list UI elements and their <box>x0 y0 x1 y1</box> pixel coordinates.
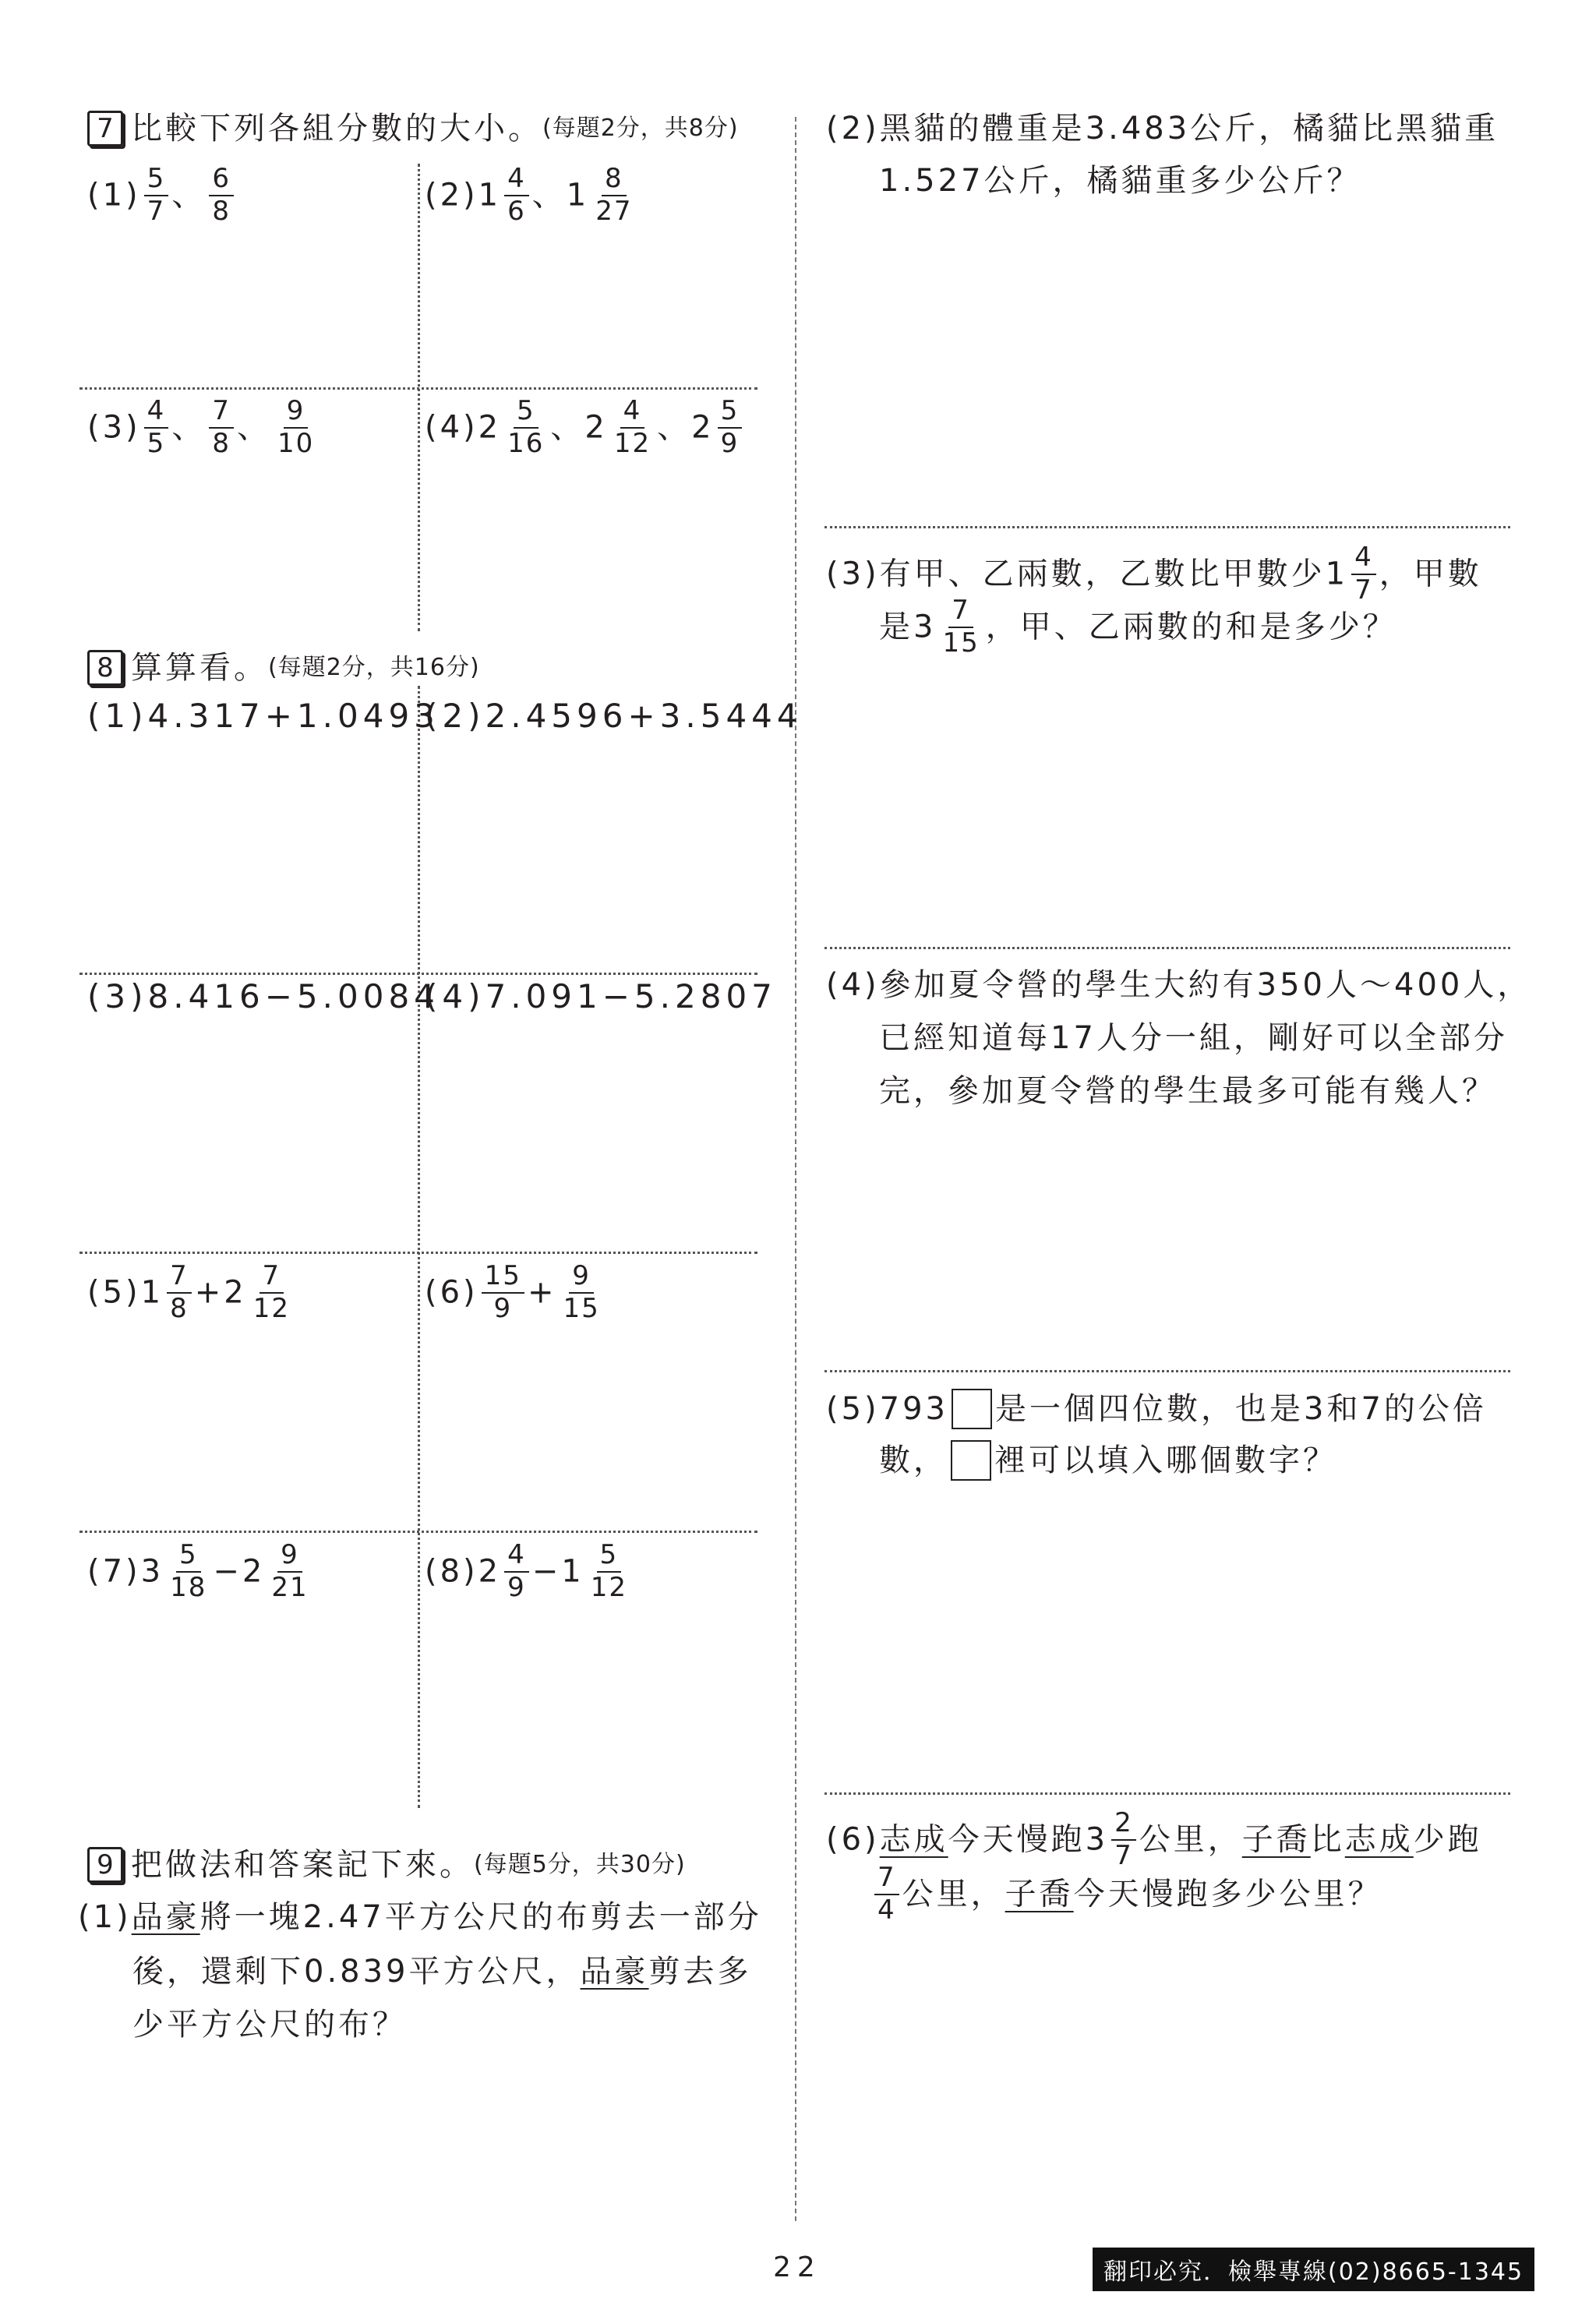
right-divider-4 <box>824 1792 1510 1795</box>
right-divider-2 <box>824 947 1510 949</box>
section8-row-divider-3 <box>79 1531 757 1533</box>
s9-q5-line2: 數， 裡可以填入哪個數字？ <box>879 1440 1337 1481</box>
section8-note: (每題2分，共16分) <box>268 654 480 681</box>
fraction: $\frac{4}{9}$ <box>504 1541 529 1601</box>
section8-number-badge: 8 <box>87 650 123 686</box>
s9-q1-line2: 後，還剩下0.839平方公尺，品豪剪去多 <box>132 1954 752 1990</box>
fraction: $\frac{4}{7}$ <box>1351 544 1376 604</box>
s7-question-4: (4)2 $\frac{5}{16}$ 、2 $\frac{4}{12}$ 、2 $\frac{5}{9}$ <box>425 397 745 457</box>
answer-box <box>952 1389 992 1429</box>
section8-row-divider-1 <box>79 973 757 975</box>
s9-q4-line1: (4)參加夏令營的學生大約有350人～400人， <box>826 967 1532 1003</box>
s9-q6-line1: (6)志成今天慢跑3 $\frac{2}{7}$ 公里，子喬比志成少跑 <box>826 1807 1482 1871</box>
fraction: $\frac{7}{12}$ <box>252 1260 290 1324</box>
fraction: $\frac{6}{8}$ <box>209 165 234 225</box>
fraction: $\frac{4}{5}$ <box>144 397 169 457</box>
fraction: $\frac{15}{9}$ <box>482 1262 524 1322</box>
fraction: $\frac{9}{15}$ <box>563 1260 600 1324</box>
s9-q1-line1: (1)品豪將一塊2.47平方公尺的布剪去一部分 <box>78 1899 762 1935</box>
name-underline: 品豪 <box>580 1954 649 1990</box>
section7-number-badge: 7 <box>87 111 123 147</box>
fraction: $\frac{5}{9}$ <box>718 397 743 457</box>
section8-header <box>87 650 480 686</box>
section9-note: (每題5分，共30分) <box>474 1851 686 1878</box>
fraction: $\frac{7}{8}$ <box>209 397 234 457</box>
s9-q1-line3: 少平方公尺的布？ <box>132 2007 407 2043</box>
section9-header <box>87 1847 686 1883</box>
name-underline: 品豪 <box>131 1899 200 1935</box>
section7-vertical-divider <box>418 164 420 631</box>
fraction: $\frac{4}{12}$ <box>613 395 651 459</box>
fraction: $\frac{5}{16}$ <box>507 395 545 459</box>
center-column-divider <box>795 117 796 2221</box>
section7-title: 比較下列各組分數的大小。 <box>131 111 542 147</box>
s8-question-1: (1)4.317+1.0493 <box>87 697 440 735</box>
fraction: $\frac{5}{18}$ <box>170 1539 207 1603</box>
fraction: $\frac{7}{4}$ <box>874 1864 899 1924</box>
section7-note: (每題2分，共8分) <box>542 115 739 142</box>
fraction: $\frac{9}{21}$ <box>271 1539 309 1603</box>
s8-question-4: (4)7.091−5.2807 <box>425 977 777 1015</box>
fraction: $\frac{7}{15}$ <box>942 595 980 659</box>
s8-question-2: (2)2.4596+3.5444 <box>425 697 803 735</box>
answer-box <box>951 1440 991 1481</box>
s8-question-6: (6) $\frac{15}{9}$ + $\frac{9}{15}$ <box>425 1262 606 1322</box>
s8-question-5: (5)1 $\frac{7}{8}$ +2 $\frac{7}{12}$ <box>87 1262 296 1322</box>
section8-row-divider-2 <box>79 1252 757 1254</box>
fraction: $\frac{2}{7}$ <box>1111 1810 1136 1870</box>
s9-q4-line2: 已經知道每17人分一組，剛好可以全部分 <box>879 1020 1508 1056</box>
s8-question-3: (3)8.416−5.0084 <box>87 977 440 1015</box>
fraction: $\frac{7}{8}$ <box>167 1262 192 1322</box>
fraction: $\frac{8}{27}$ <box>595 163 633 227</box>
fraction: $\frac{5}{7}$ <box>144 165 169 225</box>
section7-header <box>87 111 739 147</box>
right-divider-1 <box>824 526 1510 528</box>
s9-q3-line1: (3)有甲、乙兩數，乙數比甲數少1 $\frac{4}{7}$ ，甲數 <box>826 542 1482 606</box>
fraction: $\frac{4}{6}$ <box>504 165 529 225</box>
s7-question-3: (3) $\frac{4}{5}$ 、 $\frac{7}{8}$ 、 $\frac{9}{10}$ <box>87 397 320 457</box>
page-number: 22 <box>773 2251 821 2283</box>
copyright-notice: 翻印必究．檢舉專線(02)8665-1345 <box>1093 2248 1534 2291</box>
s8-question-7: (7)3 $\frac{5}{18}$ −2 $\frac{9}{21}$ <box>87 1541 315 1601</box>
section9-title: 把做法和答案記下來。 <box>131 1847 474 1883</box>
s7-question-1: (1) $\frac{5}{7}$ 、 $\frac{6}{8}$ <box>87 165 237 225</box>
right-divider-3 <box>824 1370 1510 1372</box>
section8-vertical-divider <box>418 686 420 1808</box>
s9-q6-line2: $\frac{7}{4}$ 公里，子喬今天慢跑多少公里？ <box>871 1864 1382 1924</box>
s9-q2-line2: 1.527公斤，橘貓重多少公斤？ <box>879 163 1361 199</box>
s9-q5-line1: (5)793 是一個四位數，也是3和7的公倍 <box>826 1389 1487 1429</box>
s9-q2-line1: (2)黑貓的體重是3.483公斤，橘貓比黑貓重 <box>826 111 1499 147</box>
fraction: $\frac{9}{10}$ <box>277 395 315 459</box>
s9-q4-line3: 完，參加夏令營的學生最多可能有幾人？ <box>879 1073 1496 1109</box>
fraction: $\frac{5}{12}$ <box>590 1539 627 1603</box>
s9-q3-line2: 是3 $\frac{7}{15}$ ，甲、乙兩數的和是多少？ <box>879 595 1397 659</box>
section7-row-divider <box>79 387 757 390</box>
s7-question-2: (2)1 $\frac{4}{6}$ 、1 $\frac{8}{27}$ <box>425 165 638 225</box>
section8-title: 算算看。 <box>131 650 268 686</box>
section9-number-badge: 9 <box>87 1847 123 1883</box>
s8-question-8: (8)2 $\frac{4}{9}$ −1 $\frac{5}{12}$ <box>425 1541 634 1601</box>
